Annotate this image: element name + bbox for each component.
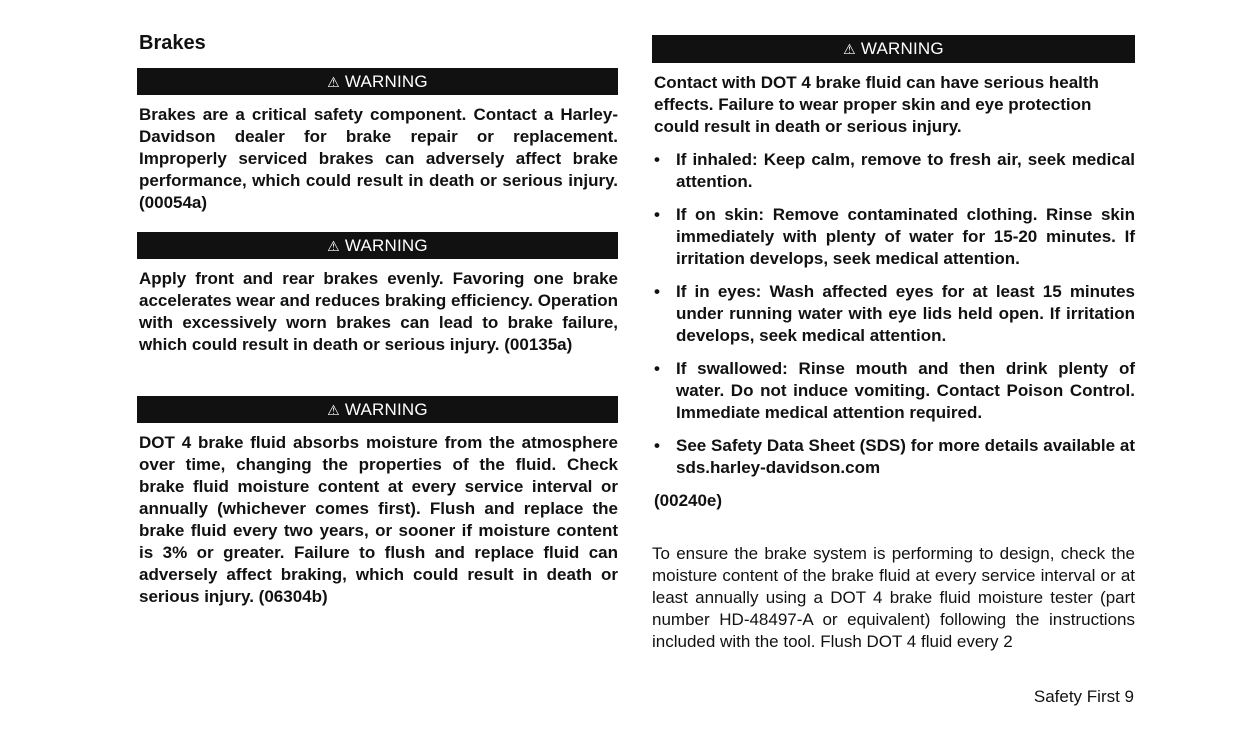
warning-label: WARNING (860, 39, 944, 58)
bullet-icon: • (654, 359, 660, 378)
list-item: • If in eyes: Wash affected eyes for at least 15 minutes under running water with eye lids held open. If irritation develops, seek medical attention. (654, 282, 1135, 345)
bullet-icon: • (654, 436, 660, 455)
warning-code: (00240e) (654, 491, 723, 510)
page-footer: Safety First 9 (1033, 687, 1134, 706)
section-heading: Brakes (139, 32, 206, 54)
warning-block-2 (137, 232, 618, 356)
list-item: • If inhaled: Keep calm, remove to fresh air, seek medical attention. (654, 150, 1135, 191)
bullet-icon: • (654, 150, 660, 169)
warning-text: DOT 4 brake fluid absorbs moisture from the atmosphere over time, changing the properties of the fluid. Check brake fluid moisture content at every service interval or annually (whichever comes first). Flush and replace the brake fluid every two years, or sooner if moisture content is 3% or greater. Failure to flush and replace fluid can adversely affect braking, which could result in death or serious injury. (06304b) (139, 433, 618, 606)
warning-bullet-list (652, 149, 1135, 479)
warning-triangle-icon: ⚠ (327, 74, 340, 90)
warning-label: WARNING (344, 236, 428, 255)
warning-label: WARNING (344, 72, 428, 91)
warning-triangle-icon: ⚠ (843, 41, 856, 57)
warning-text: Brakes are a critical safety component. Contact a Harley-Davidson dealer for brake repair or replacement. Improperly serviced brakes can adversely affect brake performance, which could result in death or serious injury. (00054a) (139, 105, 618, 212)
warning-block-4 (652, 35, 1135, 512)
warning-text: Apply front and rear brakes evenly. Favoring one brake accelerates wear and reduces braking efficiency. Operation with excessively worn brakes can lead to brake failure, which could result in death or serious injury. (00135a) (139, 269, 618, 354)
list-item: • See Safety Data Sheet (SDS) for more details available at sds.harley-davidson.com (654, 436, 1135, 477)
warning-label: WARNING (344, 400, 428, 419)
list-item: • If on skin: Remove contaminated clothing. Rinse skin immediately with plenty of water for 15-20 minutes. If irritation develops, seek medical attention. (654, 205, 1135, 268)
warning-bar (652, 35, 1135, 63)
warning-bar (137, 232, 618, 259)
bullet-icon: • (654, 282, 660, 301)
warning-block-3 (137, 396, 618, 608)
list-item: • If swallowed: Rinse mouth and then drink plenty of water. Do not induce vomiting. Contact Poison Control. Immediate medical attention required. (654, 359, 1135, 422)
bullet-icon: • (654, 205, 660, 224)
warning-block-1 (137, 68, 618, 214)
warning-intro: Contact with DOT 4 brake fluid can have serious health effects. Failure to wear proper skin and eye protection could result in death or serious injury. (654, 73, 1099, 136)
warning-triangle-icon: ⚠ (327, 402, 340, 418)
warning-triangle-icon: ⚠ (327, 238, 340, 254)
warning-bar (137, 68, 618, 95)
warning-bar (137, 396, 618, 423)
body-paragraph: To ensure the brake system is performing to design, check the moisture content of the brake fluid at every service interval or at least annually using a DOT 4 brake fluid moisture tester (part number HD-48497-A or equivalent) following the instructions included with the tool. Flush DOT 4 fluid every 2 (652, 544, 1135, 651)
